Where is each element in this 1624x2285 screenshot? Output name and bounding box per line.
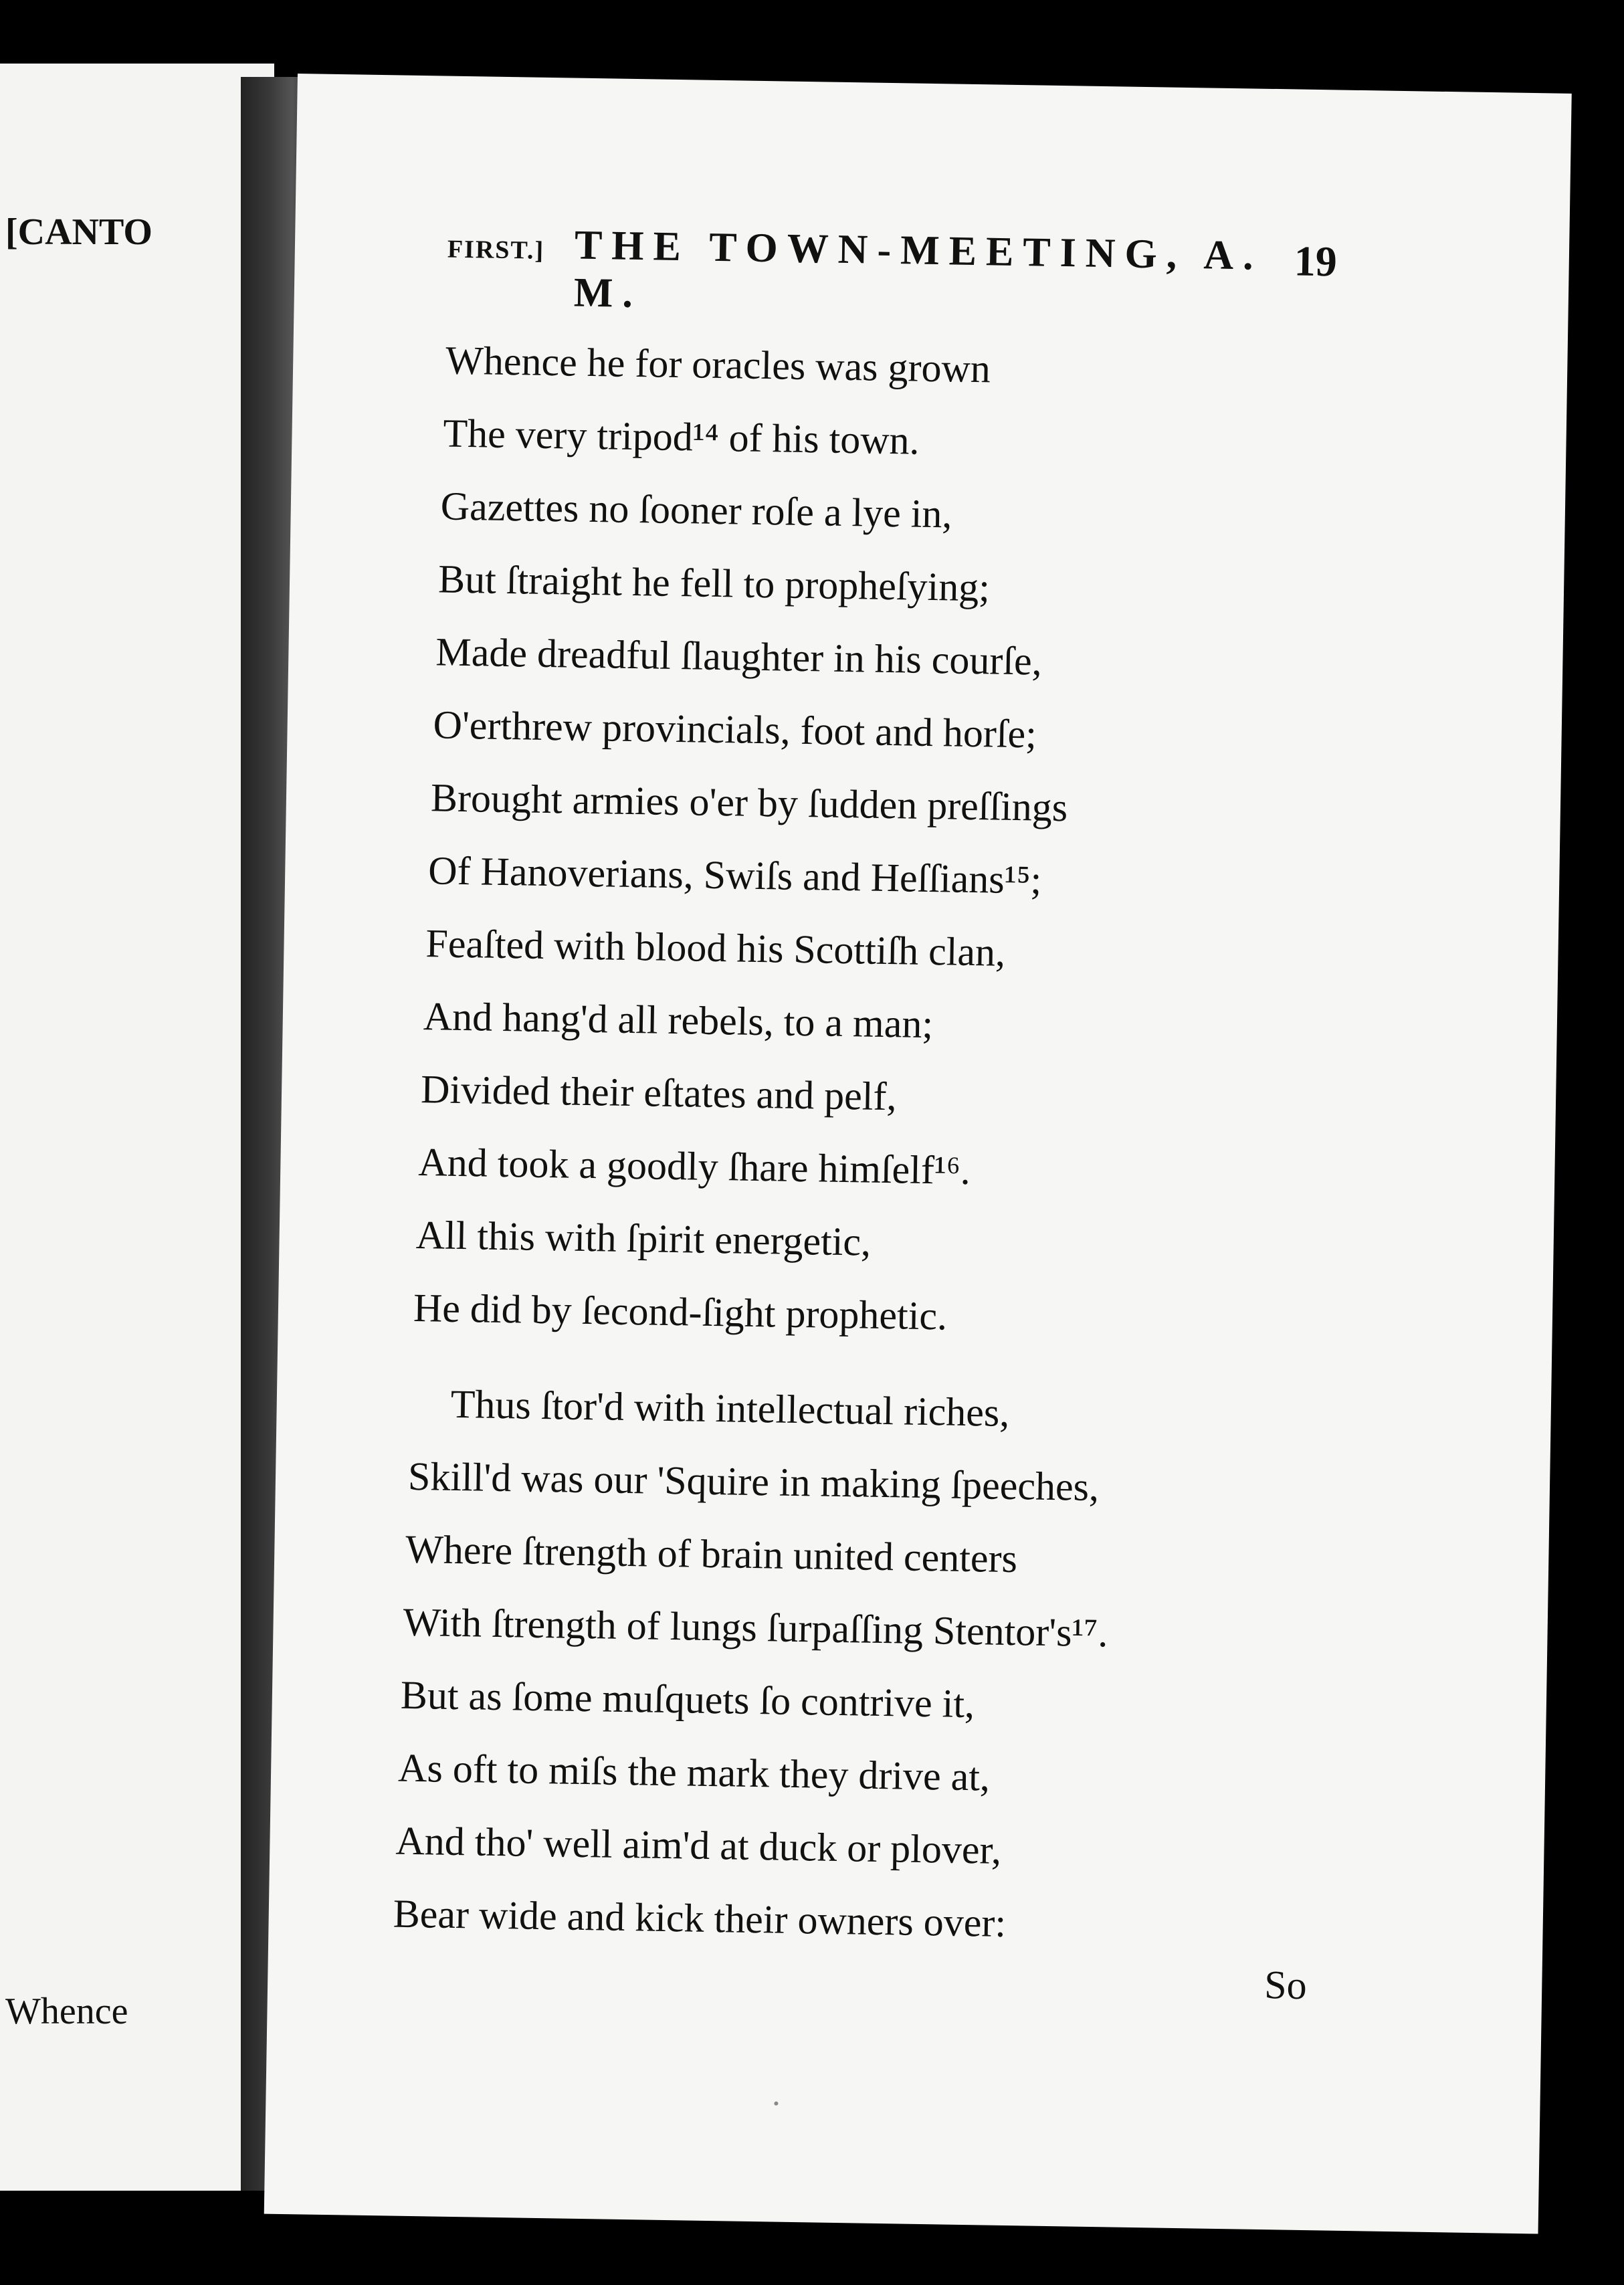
verse-line: Bear wide and kick their owners over: [393, 1891, 1007, 1945]
verse-line: Skill'd was our 'Squire in making ſpeeches, [407, 1454, 1100, 1510]
verse-line: Feaſted with blood his Scottiſh clan, [425, 921, 1006, 975]
verse-line: With ſtrength of lungs ſurpaſſing Stentor's¹⁷. [403, 1599, 1108, 1656]
verse-line: As oft to miſs the mark they drive at, [397, 1745, 991, 1799]
header-title: THE TOWN-MEETING, A. M. [573, 222, 1263, 317]
verse-line: The very tripod¹⁴ of his town. [443, 411, 920, 463]
verse-line: But as ſome muſquets ſo contrive it, [400, 1672, 975, 1726]
verse-line: Divided their eſtates and pelf, [420, 1067, 898, 1119]
verse-line: But ſtraight he fell to propheſying; [437, 557, 991, 610]
right-page [264, 74, 1572, 2234]
verse-line: And hang'd all rebels, to a man; [423, 994, 934, 1047]
verse-line: Brought armies o'er by ſudden preſſings [430, 775, 1068, 830]
verse-line: He did by ſecond-ſight prophetic. [413, 1285, 948, 1338]
verse-line: Whence he for oracles was grown [445, 338, 991, 391]
left-page [0, 64, 274, 2191]
verse-line: Gazettes no ſooner roſe a lye in, [440, 484, 953, 536]
verse-line: O'erthrew provincials, foot and horſe; [433, 702, 1037, 757]
verse-line: Where ſtrength of brain united centers [405, 1526, 1018, 1581]
header-signature: FIRST.] [447, 235, 545, 265]
left-running-header: [CANTO [5, 211, 153, 253]
left-catchword: Whence [5, 1991, 128, 2032]
verse-line: Of Hanoverians, Swiſs and Heſſians¹⁵; [427, 848, 1042, 902]
page-number: 19 [1294, 237, 1338, 286]
verse-line: And tho' well aim'd at duck or plover, [395, 1818, 1002, 1872]
verse-line: Made dreadful ſlaughter in his courſe, [435, 629, 1043, 684]
catchword: So [1263, 1963, 1308, 2008]
ink-speck [774, 2102, 778, 2106]
verse-line: Thus ſtor'd with intellectual riches, [450, 1381, 1010, 1435]
verse-line: All this with ſpirit energetic, [415, 1212, 872, 1264]
running-header [447, 220, 1338, 317]
verse-line: And took a goodly ſhare himſelf¹⁶. [417, 1140, 971, 1193]
